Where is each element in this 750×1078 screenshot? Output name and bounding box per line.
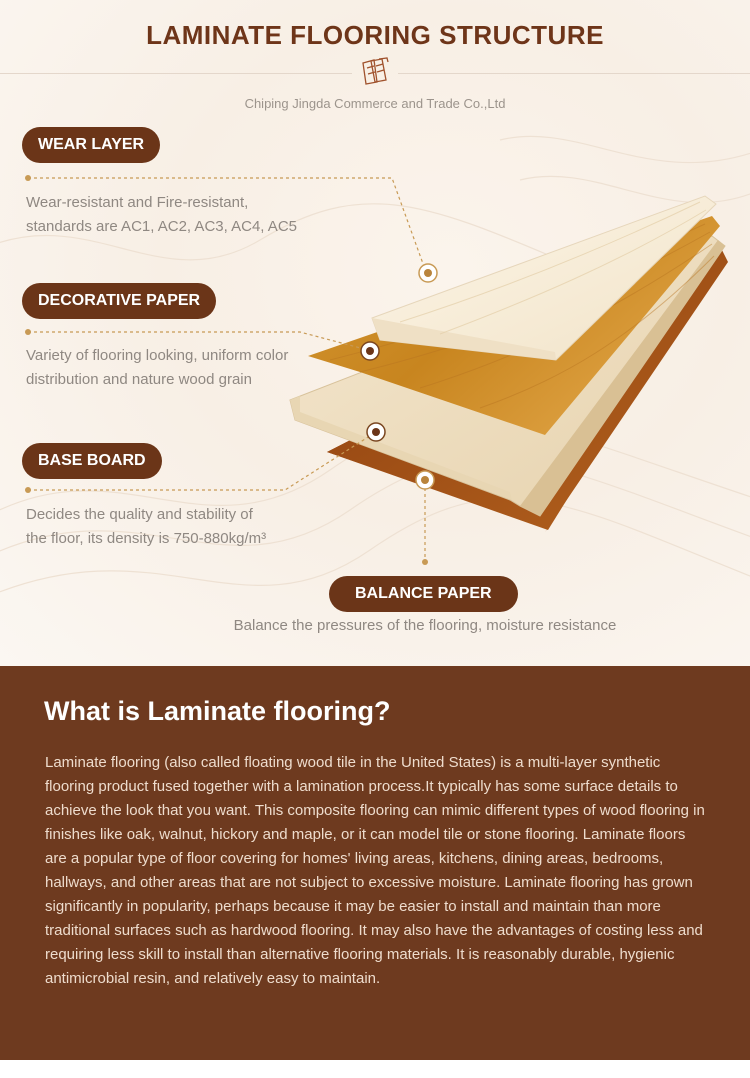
balance-paper-label: BALANCE PAPER	[329, 576, 518, 612]
about-heading: What is Laminate flooring?	[44, 696, 391, 726]
decorative-paper-description	[26, 344, 288, 392]
base-board-marker	[367, 423, 385, 441]
base-board-description	[26, 503, 266, 551]
balance-paper-description: Balance the pressures of the flooring, moisture resistance	[233, 617, 617, 634]
wear-layer-description	[26, 191, 297, 239]
base-board-line-1: Decides the quality and stability of	[26, 506, 253, 523]
decorative-paper-label: DECORATIVE PAPER	[22, 283, 216, 319]
base-board-line-2: the floor, its density is 750-880kg/m³	[26, 530, 267, 547]
company-name: Chiping Jingda Commerce and Trade Co.,Ltd	[244, 96, 506, 111]
decorative-paper-line-1: Variety of flooring looking, uniform color	[26, 347, 289, 364]
wear-layer-line-2: standards are AC1, AC2, AC3, AC4, AC5	[26, 218, 297, 235]
about-section	[0, 666, 750, 1060]
wear-layer-line-1: Wear-resistant and Fire-resistant,	[26, 194, 249, 211]
decorative-paper-marker	[361, 342, 379, 360]
wear-layer-label: WEAR LAYER	[22, 127, 160, 163]
balance-paper-marker	[416, 471, 434, 489]
page-title: LAMINATE FLOORING STRUCTURE	[146, 20, 604, 50]
decorative-paper-line-2: distribution and nature wood grain	[26, 371, 252, 388]
about-body: Laminate flooring (also called floating wood tile in the United States) is a multi-layer synthetic flooring product fused together with a lamination process.It typically has some surface details to achieve the look that you want. This composite flooring can mimic different types of wood flooring in finishes like oak, walnut, hickory and maple, or it can model tile or stone flooring. Laminate floors are a popular type of floor covering for homes' living areas, kitchens, dining areas, bedrooms, hallways, and other areas that are not subject to excessive moisture. Laminate flooring has grown significantly in popularity, perhaps because it may be easier to install and maintain than more traditional surfaces such as hardwood flooring. It may also have the advantages of costing less and requiring less skill to install than alternative flooring materials. It is reasonably durable, hygienic antimicrobial resin, and relatively easy to maintain.	[45, 754, 705, 987]
base-board-label: BASE BOARD	[22, 443, 162, 479]
wear-layer-marker	[419, 264, 437, 282]
